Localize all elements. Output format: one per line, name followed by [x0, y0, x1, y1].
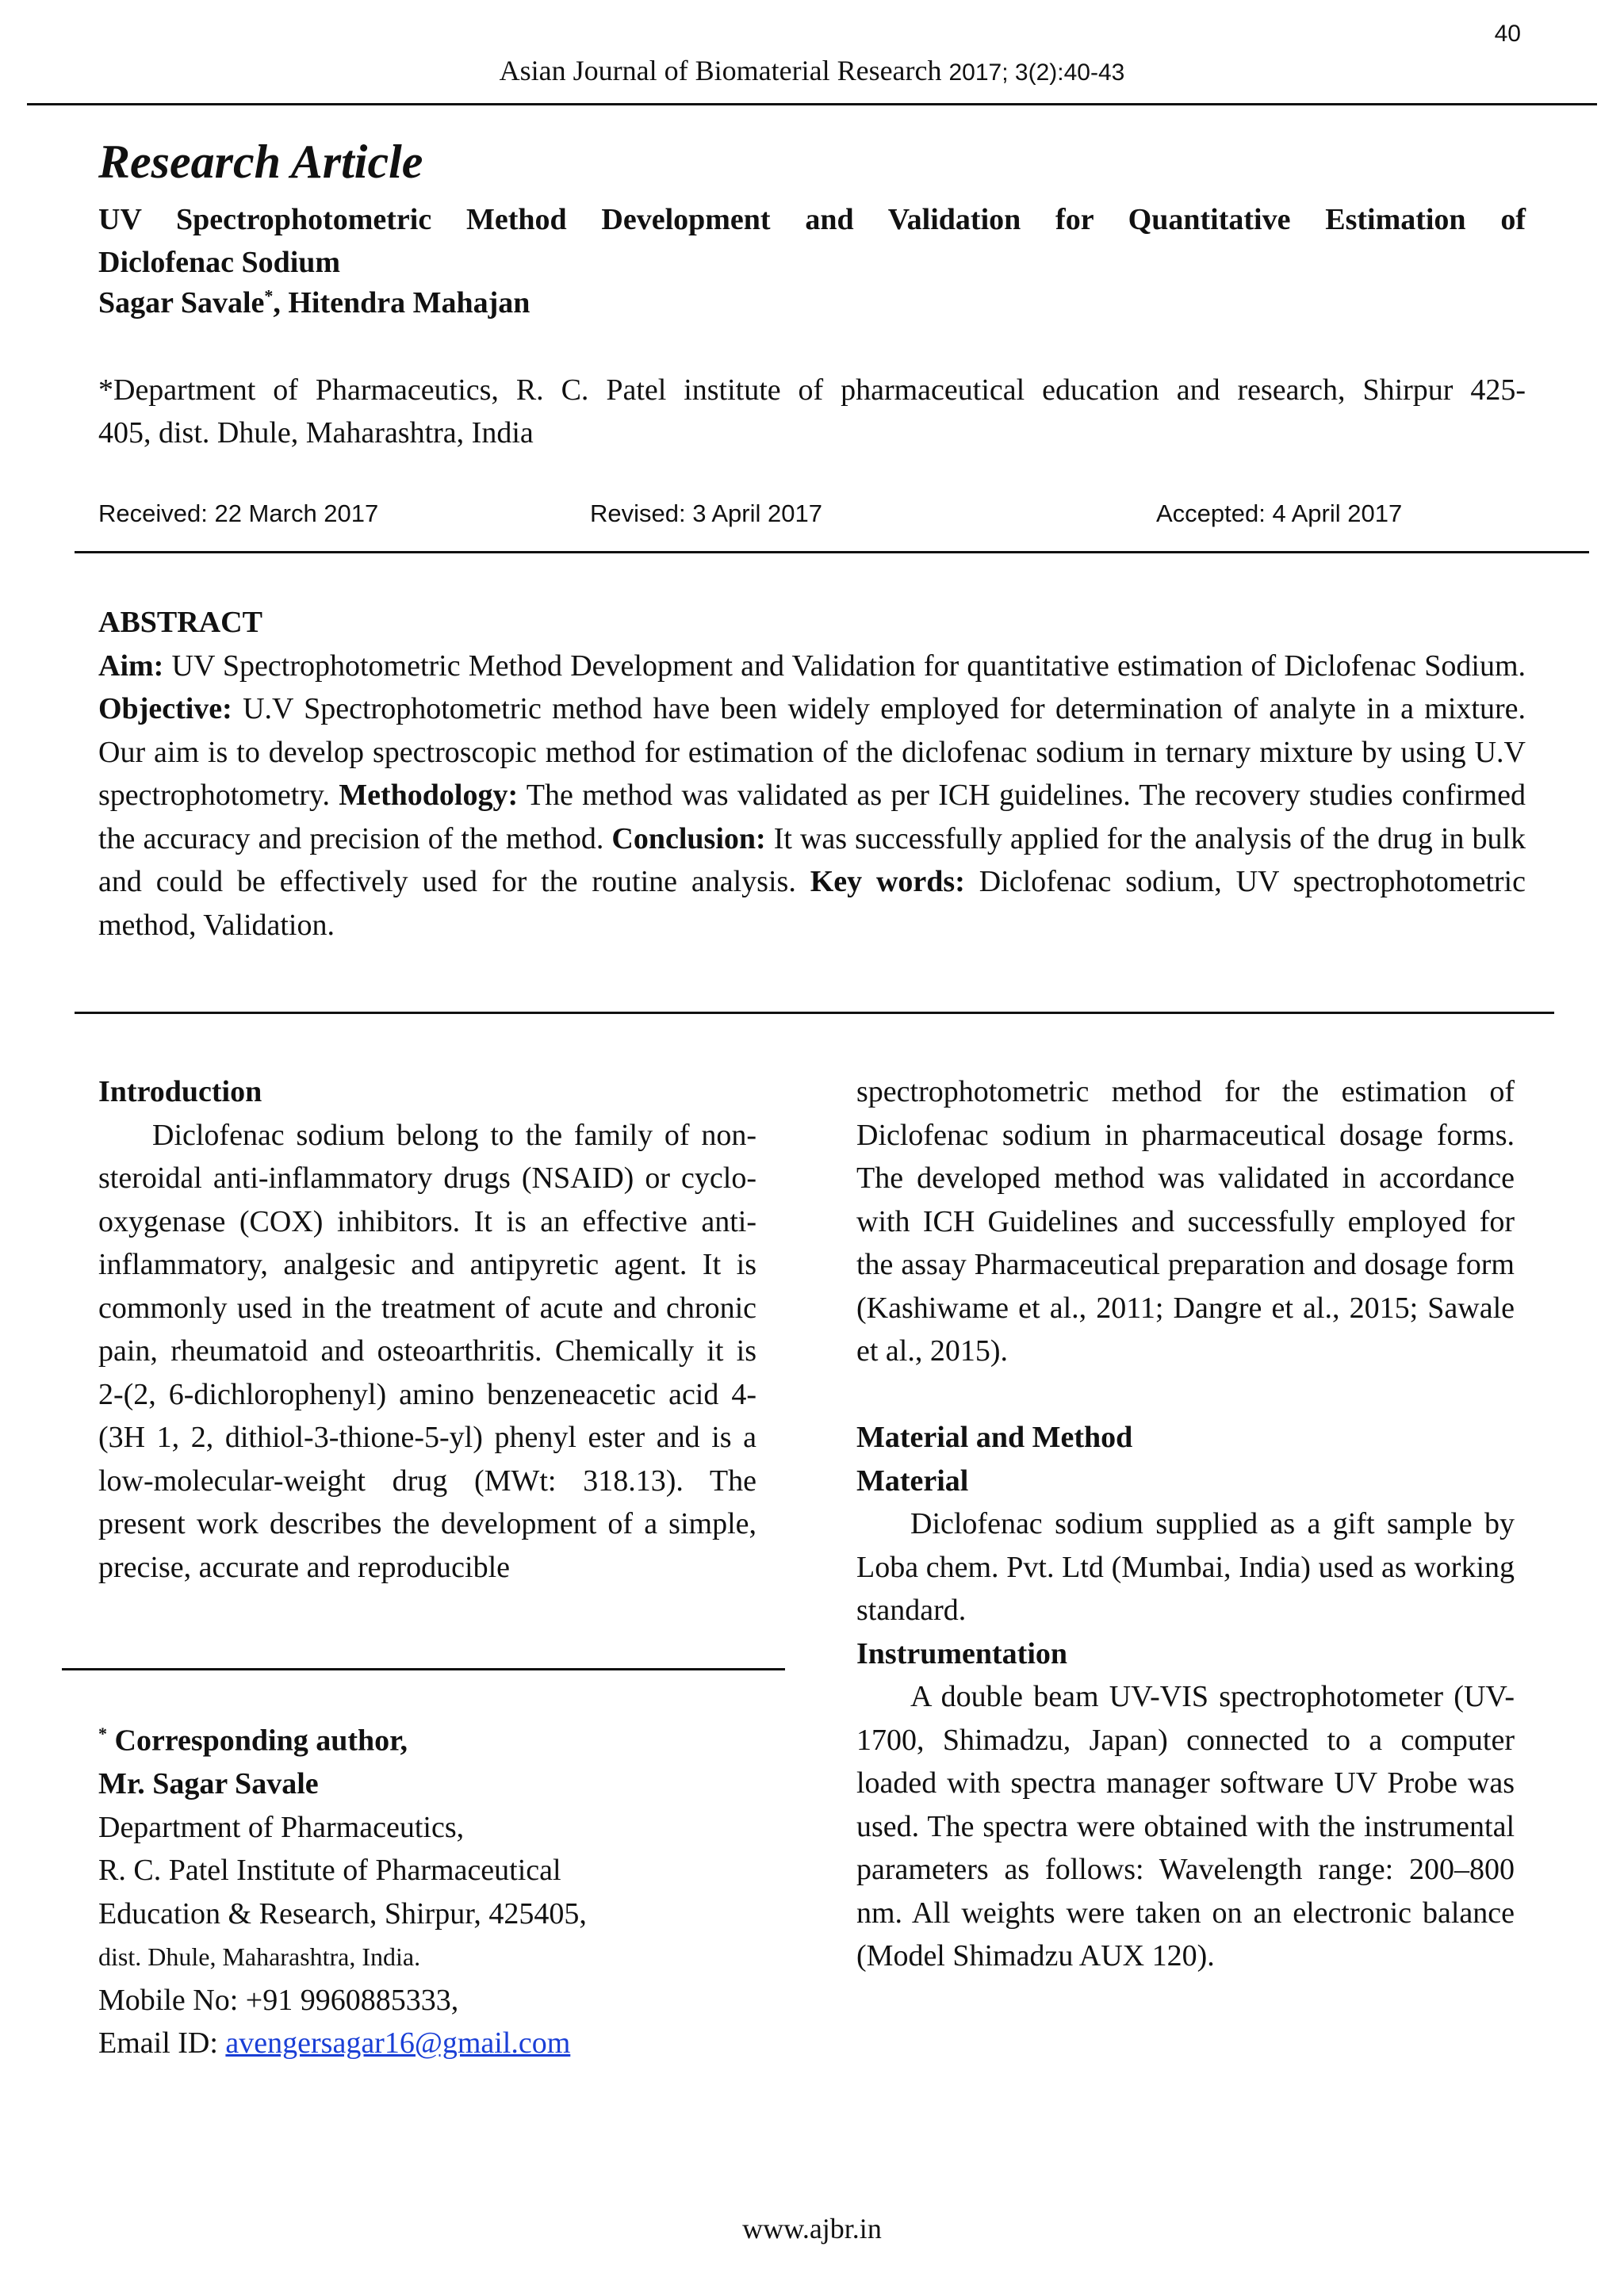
- corresponding-author-block: [98, 1712, 764, 2065]
- article-type: Research Article: [98, 136, 423, 188]
- introduction-paragraph: Diclofenac sodium belong to the family of non-steroidal anti-inflammatory drugs (NSAID) or cyclo-oxygenase (COX) inhibitors. It is an effective anti-inflammatory, analgesic and antipyretic agent. It is commonly used in the treatment of acute and chronic pain, rheumatoid and osteoarthritis. Chemically it is 2-(2, 6-dichlorophenyl) amino benzeneacetic acid 4-(3H 1, 2, dithiol-3-thione-5-yl) phenyl ester and is a low-molecular-weight drug (MWt: 318.13). The present work describes the development of a simple, precise, accurate and reproducible: [98, 1118, 756, 1584]
- abstract-heading: ABSTRACT: [98, 606, 262, 639]
- received-date: Received: 22 March 2017: [98, 499, 379, 527]
- instrumentation-paragraph: A double beam UV-VIS spectrophotometer (UV-1700, Shimadzu, Japan) connected to a computer loaded with spectra manager software UV Probe was used. The spectra were obtained with the instrumental parameters as follows: Wavelength range: 200–800 nm. All weights were taken on an electronic balance (Model Shimadzu AUX 120).: [856, 1680, 1515, 1973]
- affiliation-line-2: 405, dist. Dhule, Maharashtra, India: [98, 416, 534, 450]
- keywords-text: Diclofenac sodium, UV spectrophotometric method, Validation.: [98, 865, 1526, 942]
- aim-label: Aim:: [98, 649, 164, 683]
- methodology-text: The method was validated as per ICH guidelines. The recovery studies confirmed the accuracy and precision of the method.: [98, 779, 1526, 855]
- email-link[interactable]: avengersagar16@gmail.com: [225, 2026, 571, 2061]
- introduction-section: [98, 1070, 756, 1589]
- material-paragraph: Diclofenac sodium supplied as a gift sample by Loba chem. Pvt. Ltd (Mumbai, India) used as working standard.: [856, 1507, 1515, 1627]
- methods-heading: Material and Method: [856, 1421, 1133, 1454]
- corresponding-district: dist. Dhule, Maharashtra, India.: [98, 1942, 421, 1972]
- spacer: [856, 1373, 1515, 1417]
- corresponding-inst-2: Education & Research, Shirpur, 425405,: [98, 1896, 587, 1931]
- title-line-1: UV Spectrophotometric Method Development and Validation for Quantitative Estimation of: [98, 203, 1526, 236]
- authors: [98, 285, 530, 320]
- affiliation: [98, 369, 1526, 454]
- title-line-2: Diclofenac Sodium: [98, 246, 341, 279]
- abstract-rule: [75, 1012, 1554, 1014]
- journal-name: Asian Journal of Biomaterial Research: [499, 55, 942, 86]
- corresponding-label: * Corresponding author,: [98, 1724, 408, 1758]
- header-rule: [27, 103, 1597, 105]
- footnote-rule: [62, 1668, 785, 1670]
- keywords-label: Key words:: [810, 865, 965, 898]
- aim-text: UV Spectrophotometric Method Development and Validation for quantitative estimation of Diclofenac Sodium.: [163, 649, 1526, 683]
- page-number: 40: [1494, 21, 1521, 47]
- corresponding-mark: *: [264, 285, 274, 306]
- author-1: Sagar Savale: [98, 286, 265, 320]
- article-title: [98, 198, 1526, 284]
- abstract: [98, 601, 1526, 947]
- corresponding-inst-1: R. C. Patel Institute of Pharmaceutical: [98, 1854, 561, 1888]
- conclusion-text: It was successfully applied for the analysis of the drug in bulk and could be effectively used for the routine analysis.: [98, 821, 1526, 898]
- corresponding-email-row: Email ID: avengersagar16@gmail.com: [98, 2026, 571, 2061]
- journal-header: [0, 54, 1624, 87]
- footer-url: www.ajbr.in: [742, 2213, 882, 2244]
- dates-rule: [75, 551, 1589, 553]
- author-2: , Hitendra Mahajan: [273, 286, 530, 320]
- affiliation-line-1: *Department of Pharmaceutics, R. C. Patel institute of pharmaceutical education and research, Shirpur 425-: [98, 373, 1526, 407]
- objective-label: Objective:: [98, 692, 232, 725]
- corresponding-dept: Department of Pharmaceutics,: [98, 1810, 465, 1844]
- right-column: [856, 1070, 1515, 1978]
- corresponding-mobile: Mobile No: +91 9960885333,: [98, 1983, 459, 2017]
- objective-text: U.V Spectrophotometric method have been widely employed for determination of analyte in a mixture. Our aim is to develop spectroscopic method for estimation of the diclofenac sodium in ternary mixture by using U.V spectrophotometry.: [98, 692, 1526, 812]
- introduction-heading: Introduction: [98, 1075, 262, 1108]
- accepted-date: Accepted: 4 April 2017: [1156, 499, 1403, 527]
- introduction-continuation: spectrophotometric method for the estimation of Diclofenac sodium in pharmaceutical dosage forms. The developed method was validated in accordance with ICH Guidelines and successfully employed for the assay Pharmaceutical preparation and dosage form (Kashiwame et al., 2011; Dangre et al., 2015; Sawale et al., 2015).: [856, 1075, 1515, 1368]
- revised-date: Revised: 3 April 2017: [590, 499, 822, 527]
- instrumentation-heading: Instrumentation: [856, 1636, 1068, 1670]
- material-heading: Material: [856, 1464, 969, 1498]
- methodology-label: Methodology:: [339, 779, 519, 812]
- corresponding-name: Mr. Sagar Savale: [98, 1767, 319, 1801]
- conclusion-label: Conclusion:: [611, 821, 766, 855]
- volume-info: 2017; 3(2):40-43: [948, 59, 1125, 86]
- footnote-mark: *: [98, 1724, 107, 1743]
